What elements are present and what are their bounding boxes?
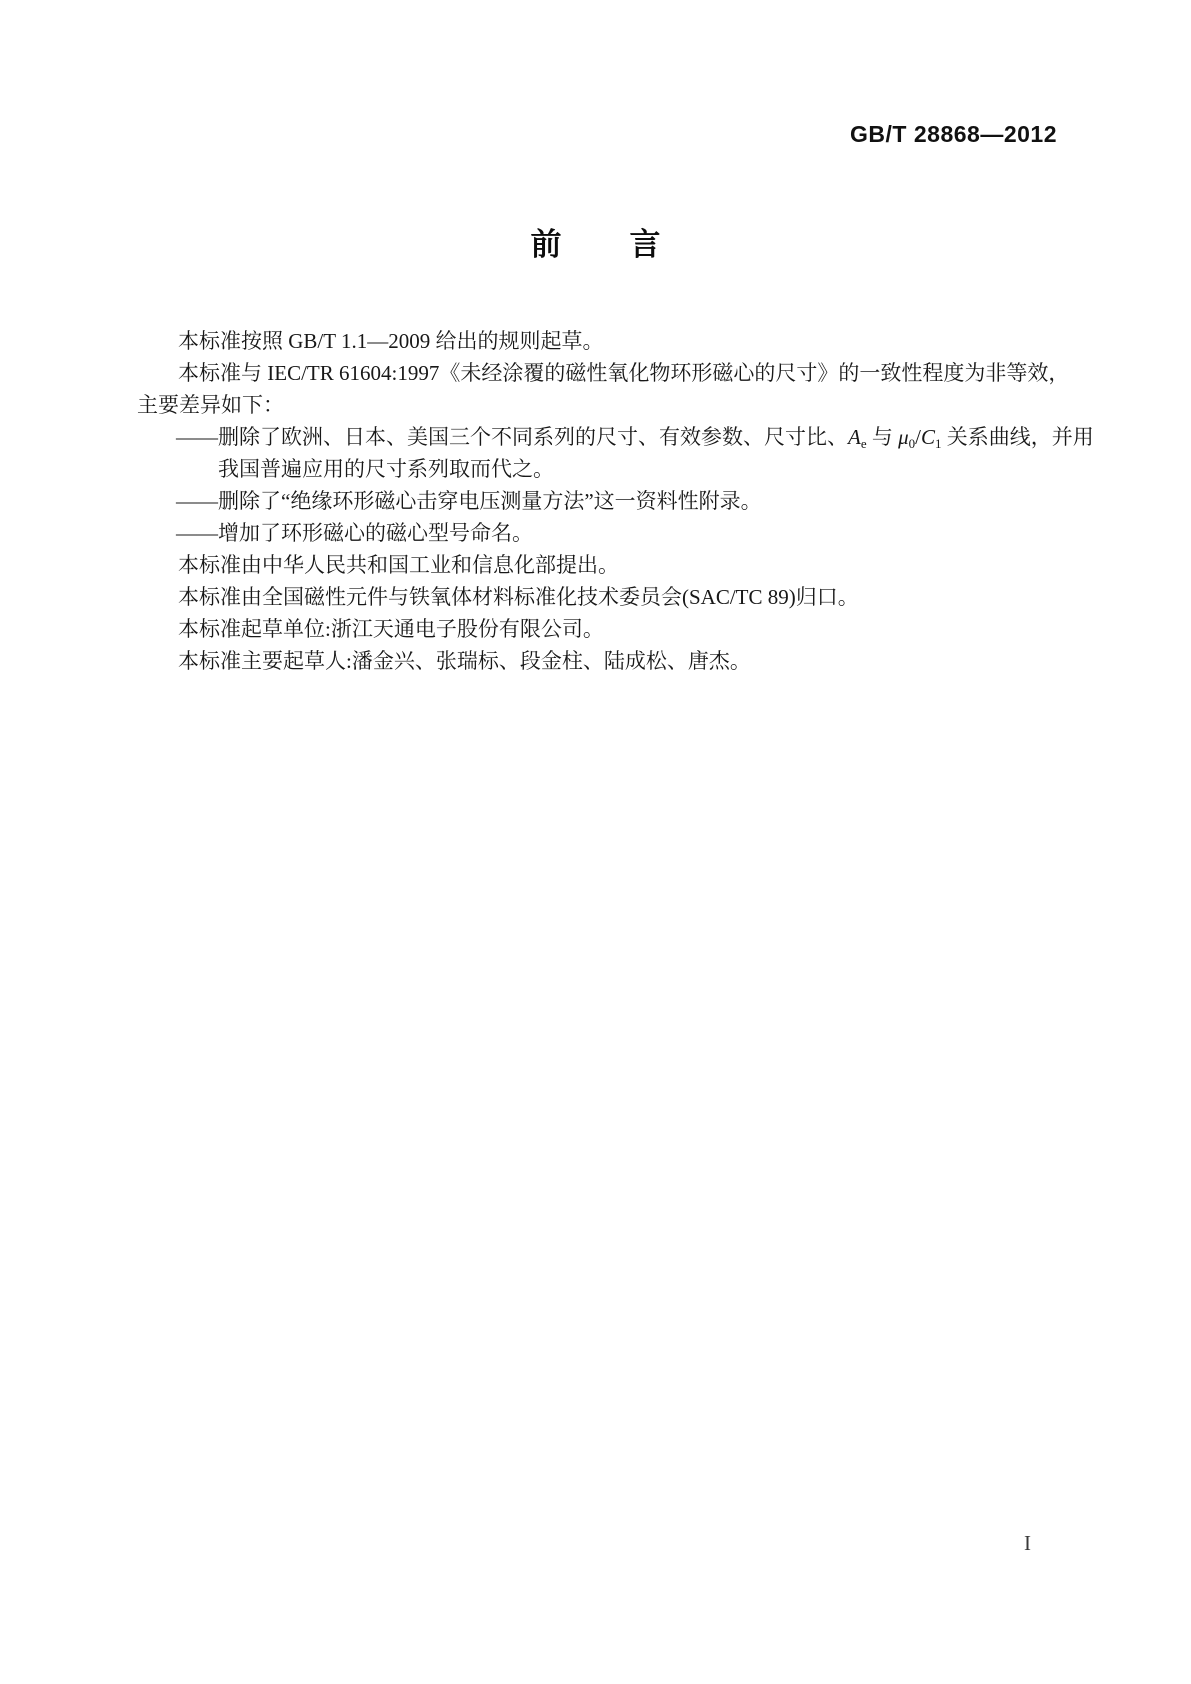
diff-item-1-text-post: 关系曲线，并用 (941, 425, 1094, 449)
paragraph-drafting-org: 本标准起草单位:浙江天通电子股份有限公司。 (178, 617, 604, 641)
diff-item-1-text-mid: 与 (866, 425, 899, 449)
foreword-title-char-1: 前 (530, 227, 562, 262)
paragraph-proposed-by: 本标准由中华人民共和国工业和信息化部提出。 (178, 553, 619, 577)
symbol-Ae-variable: A (848, 425, 861, 449)
foreword-body (137, 325, 1094, 677)
page-number: I (1024, 1531, 1031, 1555)
symbol-slash: / (915, 425, 921, 449)
foreword-title (0, 226, 1191, 263)
symbol-mu0-subscript: 0 (908, 436, 916, 451)
diff-item-1-line-1 (137, 421, 1094, 453)
foreword-title-char-2: 言 (629, 227, 661, 262)
symbol-mu0-variable: μ (898, 425, 909, 449)
symbol-Ae-subscript: e (860, 436, 867, 451)
symbol-C1-variable: C (921, 425, 936, 449)
diff-item-1-line-2: 我国普遍应用的尺寸系列取而代之。 (218, 457, 554, 481)
symbol-C1-subscript: 1 (935, 436, 942, 451)
paragraph-centralized-by: 本标准由全国磁性元件与铁氧体材料标准化技术委员会(SAC/TC 89)归口。 (178, 585, 859, 609)
paragraph-drafters: 本标准主要起草人:潘金兴、张瑞标、段金柱、陆成松、唐杰。 (178, 649, 751, 673)
paragraph-drafting-rules: 本标准按照 GB/T 1.1—2009 给出的规则起草。 (178, 329, 604, 353)
diff-item-2: ——删除了“绝缘环形磁心击穿电压测量方法”这一资料性附录。 (176, 489, 762, 513)
paragraph-consistency-line-1: 本标准与 IEC/TR 61604:1997《未经涂覆的磁性氧化物环形磁心的尺寸》的一致性程度为非等效， (178, 361, 1070, 385)
diff-item-3: ——增加了环形磁心的磁心型号命名。 (176, 521, 533, 545)
paragraph-consistency-line-2: 主要差异如下： (137, 393, 284, 417)
standard-number: GB/T 28868—2012 (850, 121, 1057, 147)
diff-item-1-text-pre: ——删除了欧洲、日本、美国三个不同系列的尺寸、有效参数、尺寸比、 (176, 425, 848, 449)
